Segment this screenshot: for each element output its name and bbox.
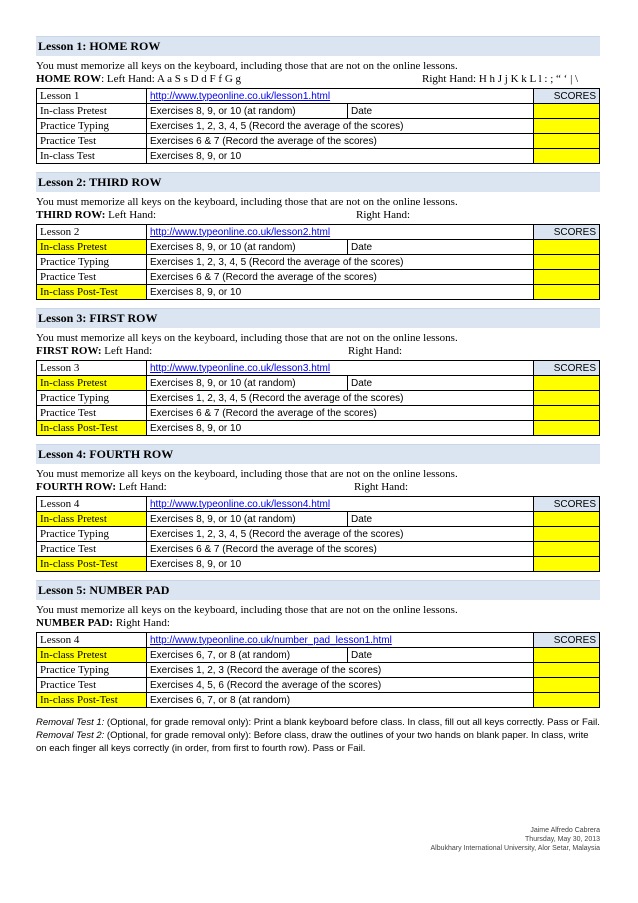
exercise-description: Exercises 4, 5, 6 (Record the average of the scores): [147, 678, 534, 693]
lesson-title: Lesson 2: THIRD ROW: [36, 172, 600, 192]
lesson-link[interactable]: http://www.typeonline.co.uk/number_pad_lesson1.html: [150, 634, 392, 646]
left-hand-label: Right Hand:: [113, 617, 170, 629]
test-type-label: Practice Test: [37, 406, 147, 421]
table-row: [37, 648, 600, 663]
lesson-link[interactable]: http://www.typeonline.co.uk/lesson4.html: [150, 498, 331, 510]
exercise-description: Exercises 6 & 7 (Record the average of the scores): [147, 406, 534, 421]
lesson-table: [36, 360, 600, 436]
date-cell: Date: [348, 240, 534, 255]
lesson-link-cell: [147, 89, 534, 104]
hand-keys-line: [36, 617, 600, 630]
table-row: [37, 119, 600, 134]
right-hand-label: Right Hand:: [354, 481, 409, 493]
lesson-name: Lesson 4: [37, 633, 147, 648]
lesson-instruction: You must memorize all keys on the keyboard, including those that are not on the online lessons.: [36, 196, 458, 208]
row-label: HOME ROW: [36, 73, 102, 85]
test-type-label: In-class Post-Test: [37, 421, 147, 436]
table-row: [37, 678, 600, 693]
score-cell[interactable]: [534, 557, 600, 572]
test-type-label: Practice Typing: [37, 119, 147, 134]
lesson-title: Lesson 4: FOURTH ROW: [36, 444, 600, 464]
table-header-row: [37, 361, 600, 376]
lesson-link[interactable]: http://www.typeonline.co.uk/lesson3.html: [150, 362, 331, 374]
lesson-section: [36, 308, 600, 436]
exercise-description: Exercises 1, 2, 3, 4, 5 (Record the average of the scores): [147, 391, 534, 406]
scores-header: SCORES: [534, 633, 600, 648]
exercise-description: Exercises 1, 2, 3 (Record the average of the scores): [147, 663, 534, 678]
test-type-label: In-class Pretest: [37, 648, 147, 663]
exercise-description: Exercises 8, 9, or 10 (at random): [147, 376, 348, 391]
table-header-row: [37, 225, 600, 240]
lesson-name: Lesson 4: [37, 497, 147, 512]
lesson-instruction: You must memorize all keys on the keyboard, including those that are not on the online lessons.: [36, 332, 458, 344]
score-cell[interactable]: [534, 406, 600, 421]
score-cell[interactable]: [534, 376, 600, 391]
lesson-link[interactable]: http://www.typeonline.co.uk/lesson1.html: [150, 90, 331, 102]
removal-notes: [36, 716, 600, 755]
test-type-label: In-class Post-Test: [37, 557, 147, 572]
footer-author: Jaime Alfredo Cabrera: [530, 827, 600, 834]
table-row: [37, 391, 600, 406]
table-row: [37, 270, 600, 285]
scores-header: SCORES: [534, 361, 600, 376]
score-cell[interactable]: [534, 648, 600, 663]
lesson-title: Lesson 1: HOME ROW: [36, 36, 600, 56]
lesson-link-cell: [147, 633, 534, 648]
exercise-description: Exercises 6 & 7 (Record the average of the scores): [147, 134, 534, 149]
table-row: [37, 240, 600, 255]
score-cell[interactable]: [534, 512, 600, 527]
lesson-instruction: You must memorize all keys on the keyboard, including those that are not on the online lessons.: [36, 604, 458, 616]
score-cell[interactable]: [534, 391, 600, 406]
lesson-section: [36, 580, 600, 708]
exercise-description: Exercises 8, 9, or 10: [147, 285, 534, 300]
table-row: [37, 134, 600, 149]
scores-header: SCORES: [534, 89, 600, 104]
test-type-label: Practice Typing: [37, 255, 147, 270]
exercise-description: Exercises 1, 2, 3, 4, 5 (Record the average of the scores): [147, 255, 534, 270]
exercise-description: Exercises 6 & 7 (Record the average of the scores): [147, 270, 534, 285]
test-type-label: Practice Test: [37, 134, 147, 149]
table-row: [37, 557, 600, 572]
score-cell[interactable]: [534, 527, 600, 542]
score-cell[interactable]: [534, 663, 600, 678]
row-label: FIRST ROW:: [36, 345, 102, 357]
lesson-link-cell: [147, 497, 534, 512]
lessons-container: [36, 36, 600, 708]
score-cell[interactable]: [534, 119, 600, 134]
table-row: [37, 693, 600, 708]
right-hand-label: Right Hand:: [356, 209, 411, 221]
score-cell[interactable]: [534, 270, 600, 285]
score-cell[interactable]: [534, 255, 600, 270]
table-row: [37, 285, 600, 300]
hand-keys-line: [36, 209, 600, 222]
lesson-instruction: You must memorize all keys on the keyboard, including those that are not on the online lessons.: [36, 468, 458, 480]
test-type-label: Practice Typing: [37, 663, 147, 678]
test-type-label: In-class Post-Test: [37, 693, 147, 708]
test-type-label: Practice Test: [37, 678, 147, 693]
lesson-section: [36, 36, 600, 164]
exercise-description: Exercises 8, 9, or 10: [147, 421, 534, 436]
test-type-label: Practice Test: [37, 542, 147, 557]
test-type-label: In-class Pretest: [37, 376, 147, 391]
test-type-label: In-class Test: [37, 149, 147, 164]
hand-keys-line: [36, 481, 600, 494]
exercise-description: Exercises 1, 2, 3, 4, 5 (Record the average of the scores): [147, 527, 534, 542]
test-type-label: In-class Pretest: [37, 104, 147, 119]
page-footer: [430, 826, 600, 853]
removal-test-1-text: (Optional, for grade removal only): Print a blank keyboard before class. In class, fill out all keys correctly. Pass or Fail.: [104, 717, 600, 728]
table-row: [37, 255, 600, 270]
test-type-label: Practice Typing: [37, 527, 147, 542]
score-cell[interactable]: [534, 693, 600, 708]
right-hand-label: Right Hand:: [348, 345, 403, 357]
exercise-description: Exercises 6 & 7 (Record the average of the scores): [147, 542, 534, 557]
lesson-instruction: You must memorize all keys on the keyboard, including those that are not on the online lessons.: [36, 60, 458, 72]
exercise-description: Exercises 6, 7, or 8 (at random): [147, 693, 534, 708]
score-cell[interactable]: [534, 134, 600, 149]
removal-test-2-text: (Optional, for grade removal only): Before class, draw the outlines of your two hands on blank paper. In class, write on each finger all keys correctly (in order, from first to fourth row). Pass or Fail.: [36, 730, 589, 754]
score-cell[interactable]: [534, 542, 600, 557]
date-cell: Date: [348, 376, 534, 391]
score-cell[interactable]: [534, 104, 600, 119]
row-label: NUMBER PAD:: [36, 617, 114, 629]
document-page: [36, 36, 600, 755]
test-type-label: Practice Test: [37, 270, 147, 285]
score-cell[interactable]: [534, 678, 600, 693]
lesson-title: Lesson 3: FIRST ROW: [36, 308, 600, 328]
removal-test-2-label: Removal Test 2:: [36, 730, 105, 741]
lesson-title: Lesson 5: NUMBER PAD: [36, 580, 600, 600]
footer-date: Thursday, May 30, 2013: [525, 836, 600, 843]
test-type-label: In-class Post-Test: [37, 285, 147, 300]
score-cell[interactable]: [534, 285, 600, 300]
test-type-label: Practice Typing: [37, 391, 147, 406]
test-type-label: In-class Pretest: [37, 512, 147, 527]
table-row: [37, 512, 600, 527]
exercise-description: Exercises 6, 7, or 8 (at random): [147, 648, 348, 663]
test-type-label: In-class Pretest: [37, 240, 147, 255]
lesson-name: Lesson 3: [37, 361, 147, 376]
lesson-table: [36, 224, 600, 300]
table-row: [37, 406, 600, 421]
removal-test-2: [36, 729, 600, 755]
lesson-link-cell: [147, 225, 534, 240]
score-cell[interactable]: [534, 421, 600, 436]
row-label: FOURTH ROW:: [36, 481, 116, 493]
scores-header: SCORES: [534, 497, 600, 512]
date-cell: Date: [348, 648, 534, 663]
hand-keys-line: [36, 73, 600, 86]
table-row: [37, 527, 600, 542]
table-header-row: [37, 89, 600, 104]
exercise-description: Exercises 8, 9, or 10 (at random): [147, 512, 348, 527]
table-row: [37, 376, 600, 391]
right-hand-label: Right Hand: H h J j K k L l : ; “ ‘ | \: [422, 73, 579, 85]
lesson-link-cell: [147, 361, 534, 376]
removal-test-1: [36, 716, 600, 729]
table-header-row: [37, 633, 600, 648]
table-row: [37, 104, 600, 119]
date-cell: Date: [348, 512, 534, 527]
left-hand-label: : Left Hand: A a S s D d F f G g: [101, 73, 242, 85]
exercise-description: Exercises 8, 9, or 10: [147, 149, 534, 164]
table-row: [37, 663, 600, 678]
lesson-table: [36, 496, 600, 572]
lesson-table: [36, 632, 600, 708]
lesson-name: Lesson 2: [37, 225, 147, 240]
left-hand-label: Left Hand:: [101, 345, 153, 357]
exercise-description: Exercises 8, 9, or 10: [147, 557, 534, 572]
footer-institution: Albukhary International University, Alor Setar, Malaysia: [430, 845, 600, 852]
exercise-description: Exercises 8, 9, or 10 (at random): [147, 240, 348, 255]
score-cell[interactable]: [534, 149, 600, 164]
lesson-section: [36, 444, 600, 572]
left-hand-label: Left Hand:: [115, 481, 167, 493]
lesson-table: [36, 88, 600, 164]
exercise-description: Exercises 8, 9, or 10 (at random): [147, 104, 348, 119]
row-label: THIRD ROW:: [36, 209, 106, 221]
table-row: [37, 421, 600, 436]
scores-header: SCORES: [534, 225, 600, 240]
exercise-description: Exercises 1, 2, 3, 4, 5 (Record the average of the scores): [147, 119, 534, 134]
date-cell: Date: [348, 104, 534, 119]
left-hand-label: Left Hand:: [105, 209, 157, 221]
lesson-name: Lesson 1: [37, 89, 147, 104]
score-cell[interactable]: [534, 240, 600, 255]
lesson-section: [36, 172, 600, 300]
hand-keys-line: [36, 345, 600, 358]
table-row: [37, 542, 600, 557]
removal-test-1-label: Removal Test 1:: [36, 717, 105, 728]
table-header-row: [37, 497, 600, 512]
lesson-link[interactable]: http://www.typeonline.co.uk/lesson2.html: [150, 226, 331, 238]
table-row: [37, 149, 600, 164]
